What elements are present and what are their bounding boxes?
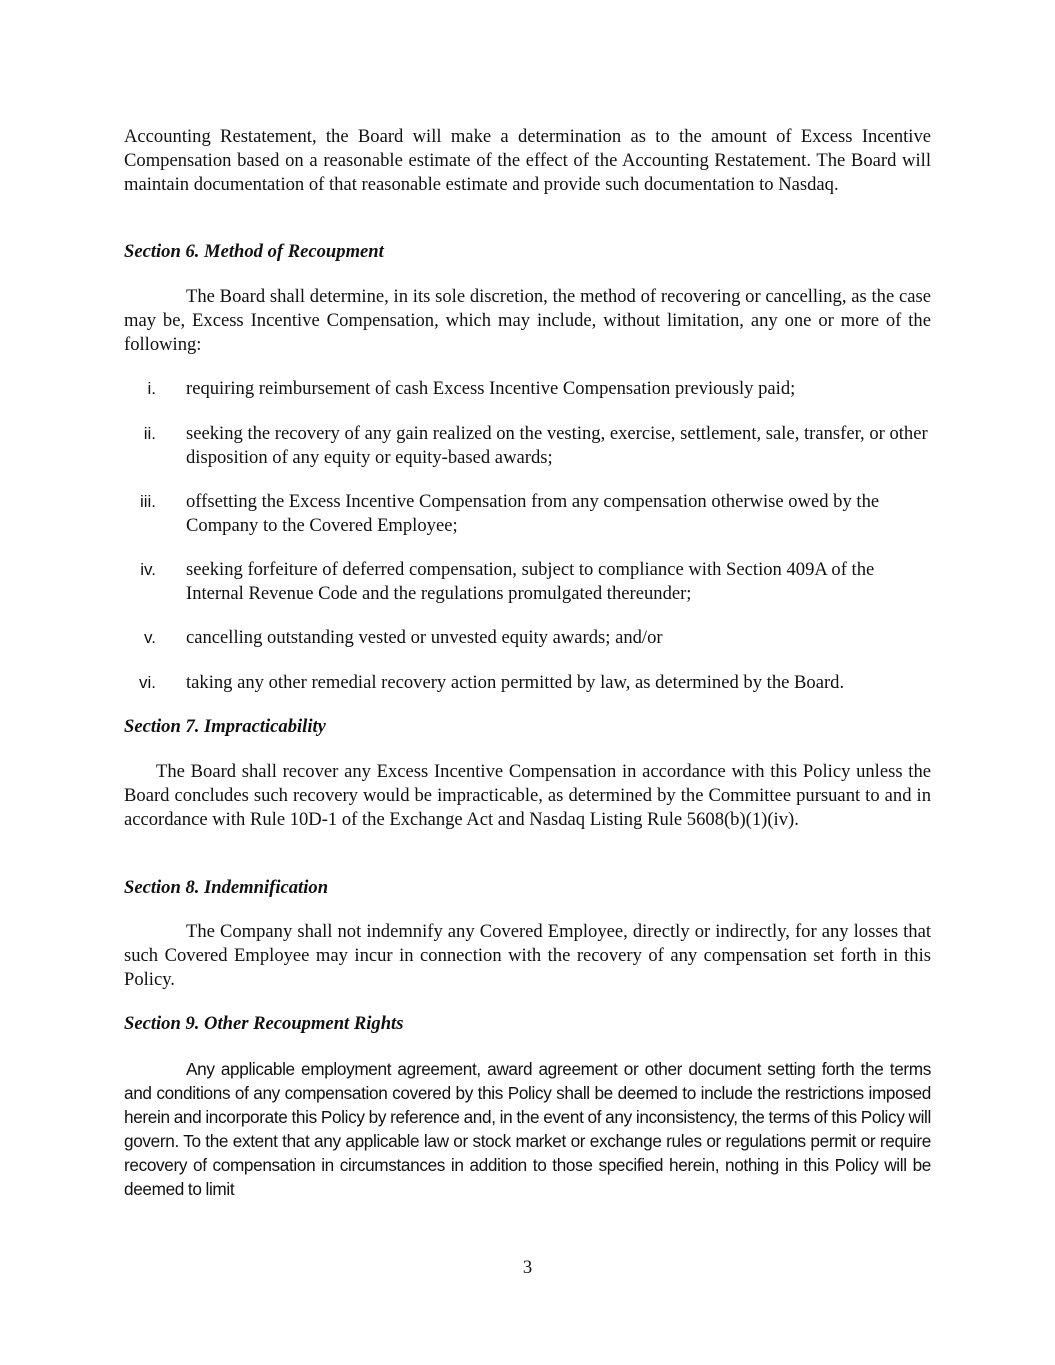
section-8-paragraph: The Company shall not indemnify any Covered Employee, directly or indirectly, for any losses that such Covered Employee may incur in connection with the recovery of any compensation set forth in this Policy. — [124, 921, 931, 990]
list-item — [124, 626, 931, 650]
list-item — [124, 422, 931, 470]
list-number: i. — [147, 379, 156, 398]
list-text: taking any other remedial recovery action permitted by law, as determined by the Board. — [186, 672, 845, 693]
page-number: 3 — [522, 1257, 533, 1278]
section-8-heading: Section 8. Indemnification — [124, 877, 329, 898]
section-7-heading: Section 7. Impracticability — [124, 716, 326, 737]
section-6-heading: Section 6. Method of Recoupment — [124, 241, 384, 262]
list-item — [124, 558, 931, 606]
list-text: cancelling outstanding vested or unvested equity awards; and/or — [186, 627, 663, 648]
list-item — [124, 490, 931, 538]
list-text: requiring reimbursement of cash Excess Incentive Compensation previously paid; — [186, 378, 796, 399]
list-number: ii. — [143, 424, 156, 443]
section-6-paragraph: The Board shall determine, in its sole discretion, the method of recovering or cancelling, as the case may be, Excess Incentive Compensation, which may include, without limitation, any one or more of the following: — [124, 286, 931, 355]
list-text: offsetting the Excess Incentive Compensation from any compensation otherwise owed by the Company to the Covered Employee; — [186, 491, 880, 536]
list-number: vi. — [139, 673, 156, 692]
section-9-paragraph: Any applicable employment agreement, award agreement or other document setting forth the terms and conditions of any compensation covered by this Policy shall be deemed to include the restrictions imposed herein and incorporate this Policy by reference and, in the event of any inconsistency, the terms of this Policy will govern. To the extent that any applicable law or stock market or exchange rules or regulations permit or require recovery of compensation in circumstances in addition to those specified herein, nothing in this Policy will be deemed to limit — [124, 1059, 931, 1199]
intro-paragraph: Accounting Restatement, the Board will make a determination as to the amount of Excess Incentive Compensation based on a reasonable estimate of the effect of the Accounting Restatement. The Board will maintain documentation of that reasonable estimate and provide such documentation to Nasdaq. — [124, 126, 931, 195]
list-text: seeking forfeiture of deferred compensation, subject to compliance with Section 409A of the Internal Revenue Code and the regulations promulgated thereunder; — [186, 559, 875, 604]
section-7-paragraph: The Board shall recover any Excess Incentive Compensation in accordance with this Policy unless the Board concludes such recovery would be impracticable, as determined by the Committee pursuant to and in accordance with Rule 10D-1 of the Exchange Act and Nasdaq Listing Rule 5608(b)(1)(iv). — [124, 761, 931, 830]
list-item — [124, 671, 931, 695]
section-9-heading: Section 9. Other Recoupment Rights — [124, 1013, 404, 1034]
list-text: seeking the recovery of any gain realized on the vesting, exercise, settlement, sale, transfer, or other disposition of any equity or equity-based awards; — [186, 423, 928, 468]
list-number: iv. — [140, 560, 156, 579]
list-number: v. — [144, 628, 156, 647]
list-number: iii. — [139, 492, 156, 511]
list-item — [124, 377, 931, 401]
